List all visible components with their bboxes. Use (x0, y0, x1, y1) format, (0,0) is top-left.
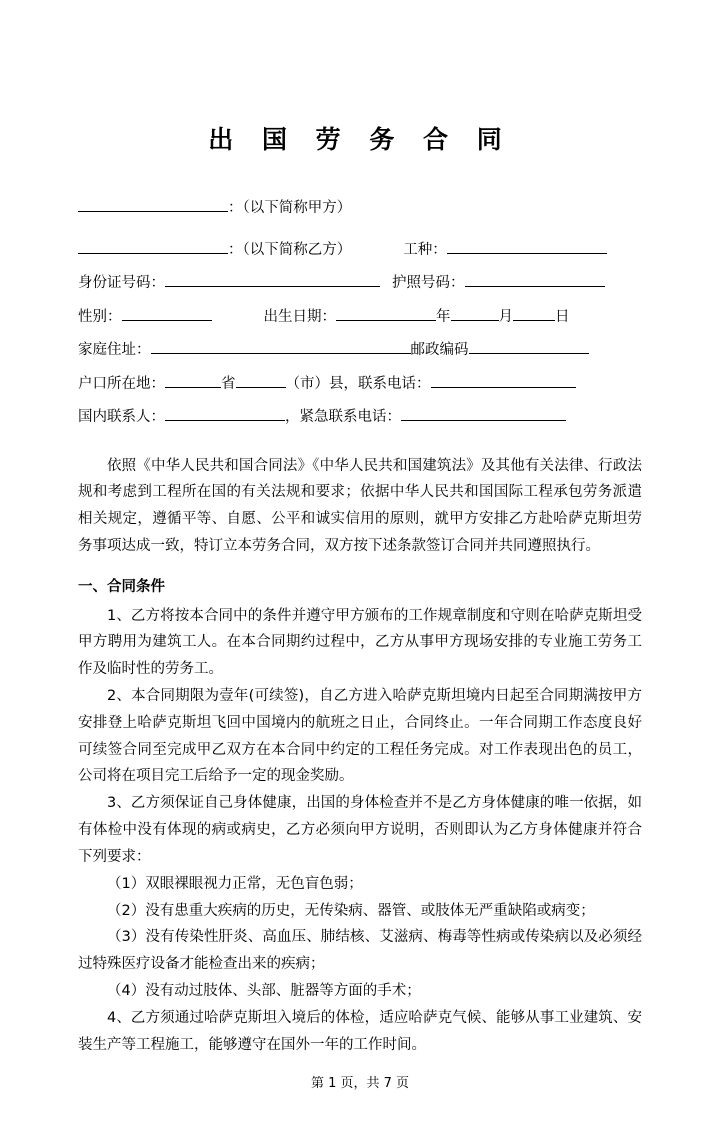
blank-domestic-contact[interactable] (165, 405, 285, 421)
field-gender-birth (78, 305, 642, 325)
field-party-a (78, 196, 642, 216)
blank-party-b[interactable] (78, 238, 228, 254)
field-household-phone (78, 372, 642, 392)
blank-party-a[interactable] (78, 196, 228, 212)
label-birth-date: 出生日期： (263, 308, 336, 325)
blank-province[interactable] (165, 372, 221, 388)
label-party-b: ：（以下简称乙方） (228, 241, 352, 258)
preamble-paragraph: 依照《中华人民共和国合同法》《中华人民共和国建筑法》及其他有关法律、行政法规和考虑到工程所在国的有关法规和要求；依据中华人民共和国国际工程承包劳务派遣相关规定，遵循平等、自愿、公平和诚实信用的原则，就甲方安排乙方赴哈萨克斯坦劳务事项达成一致，特订立本劳务合同，双方按下述条款签订合同并共同遵照执行。 (78, 457, 642, 554)
field-home-address (78, 338, 642, 358)
blank-gender[interactable] (122, 305, 212, 321)
page-footer: 第 1 页，共 7 页 (310, 1076, 410, 1091)
label-month: 月 (498, 308, 513, 325)
label-contact-phone: （市）县，联系电话： (285, 375, 431, 392)
field-id-passport (78, 271, 642, 291)
blank-job-type[interactable] (447, 238, 607, 254)
label-gender: 性别： (78, 308, 122, 325)
clause-3: 3、乙方须保证自己身体健康，出国的身体检查并不是乙方身体健康的唯一依据，如有体检中没有体现的病或病史，乙方必须向甲方说明，否则即认为乙方身体健康并符合下列要求： (78, 795, 642, 865)
label-party-a: ：（以下简称甲方） (228, 200, 352, 216)
blank-birth-month[interactable] (451, 305, 499, 321)
field-domestic-contact (78, 405, 642, 425)
clause-1: 1、乙方将按本合同中的条件并遵守甲方颁布的工作规章制度和守则在哈萨克斯坦受甲方聘用为建筑工人。在本合同期约过程中，乙方从事甲方现场安排的专业施工劳务工作及临时性的劳务工。 (78, 607, 642, 678)
subclause-2: （2）没有患重大疾病的历史，无传染病、器管、或肢体无严重缺陷或病变； (107, 902, 595, 919)
section-heading-contract-conditions: 一、合同条件 (78, 578, 165, 595)
blank-passport-number[interactable] (465, 271, 605, 287)
blank-id-number[interactable] (165, 271, 380, 287)
label-household-location: 户口所在地： (78, 375, 165, 392)
blank-birth-day[interactable] (513, 305, 555, 321)
clause-2: 2、本合同期限为壹年(可续签)，自乙方进入哈萨克斯坦境内日起至合同期满按甲方安排登上哈萨克斯坦飞回中国境内的航班之日止，合同终止。一年合同期工作态度良好可续签合同至完成甲乙双方在本合同中约定的工程任务完成。对工作表现出色的员工，公司将在项目完工后给予一定的现金奖励。 (78, 688, 642, 785)
fields-block (78, 196, 642, 425)
blank-home-address[interactable] (151, 338, 411, 354)
blank-postal-code[interactable] (469, 338, 589, 354)
label-id-number: 身份证号码： (78, 275, 165, 291)
body-text (78, 453, 642, 1059)
clause-4: 4、乙方须通过哈萨克斯坦入境后的体检，适应哈萨克气候、能够从事工业建筑、安装生产等工程施工，能够遵守在国外一年的工作时间。 (78, 1009, 642, 1053)
page-title: 出 国 劳 务 合 同 (208, 125, 512, 154)
subclause-3: （3）没有传染性肝炎、高血压、肺结核、艾滋病、梅毒等性病或传染病以及必须经过特殊医疗设备才能检查出来的疾病； (78, 929, 642, 973)
label-day: 日 (555, 308, 570, 325)
blank-city-county[interactable] (236, 372, 286, 388)
label-job-type: 工种： (403, 241, 447, 258)
label-emergency-phone: ，紧急联系电话： (285, 409, 401, 425)
label-postal-code: 邮政编码 (410, 342, 469, 358)
blank-birth-year[interactable] (336, 305, 436, 321)
label-province: 省 (221, 375, 236, 392)
label-year: 年 (436, 308, 451, 325)
label-domestic-contact: 国内联系人： (78, 409, 165, 425)
label-home-address: 家庭住址： (78, 342, 151, 358)
blank-contact-phone[interactable] (431, 372, 576, 388)
label-passport-number: 护照号码： (392, 275, 465, 291)
subclause-4: （4）没有动过肢体、头部、脏器等方面的手术； (107, 982, 421, 999)
field-party-b (78, 238, 642, 258)
document-page (0, 120, 720, 1137)
subclause-1: （1）双眼裸眼视力正常，无色盲色弱； (107, 875, 363, 892)
blank-emergency-phone[interactable] (401, 405, 566, 421)
